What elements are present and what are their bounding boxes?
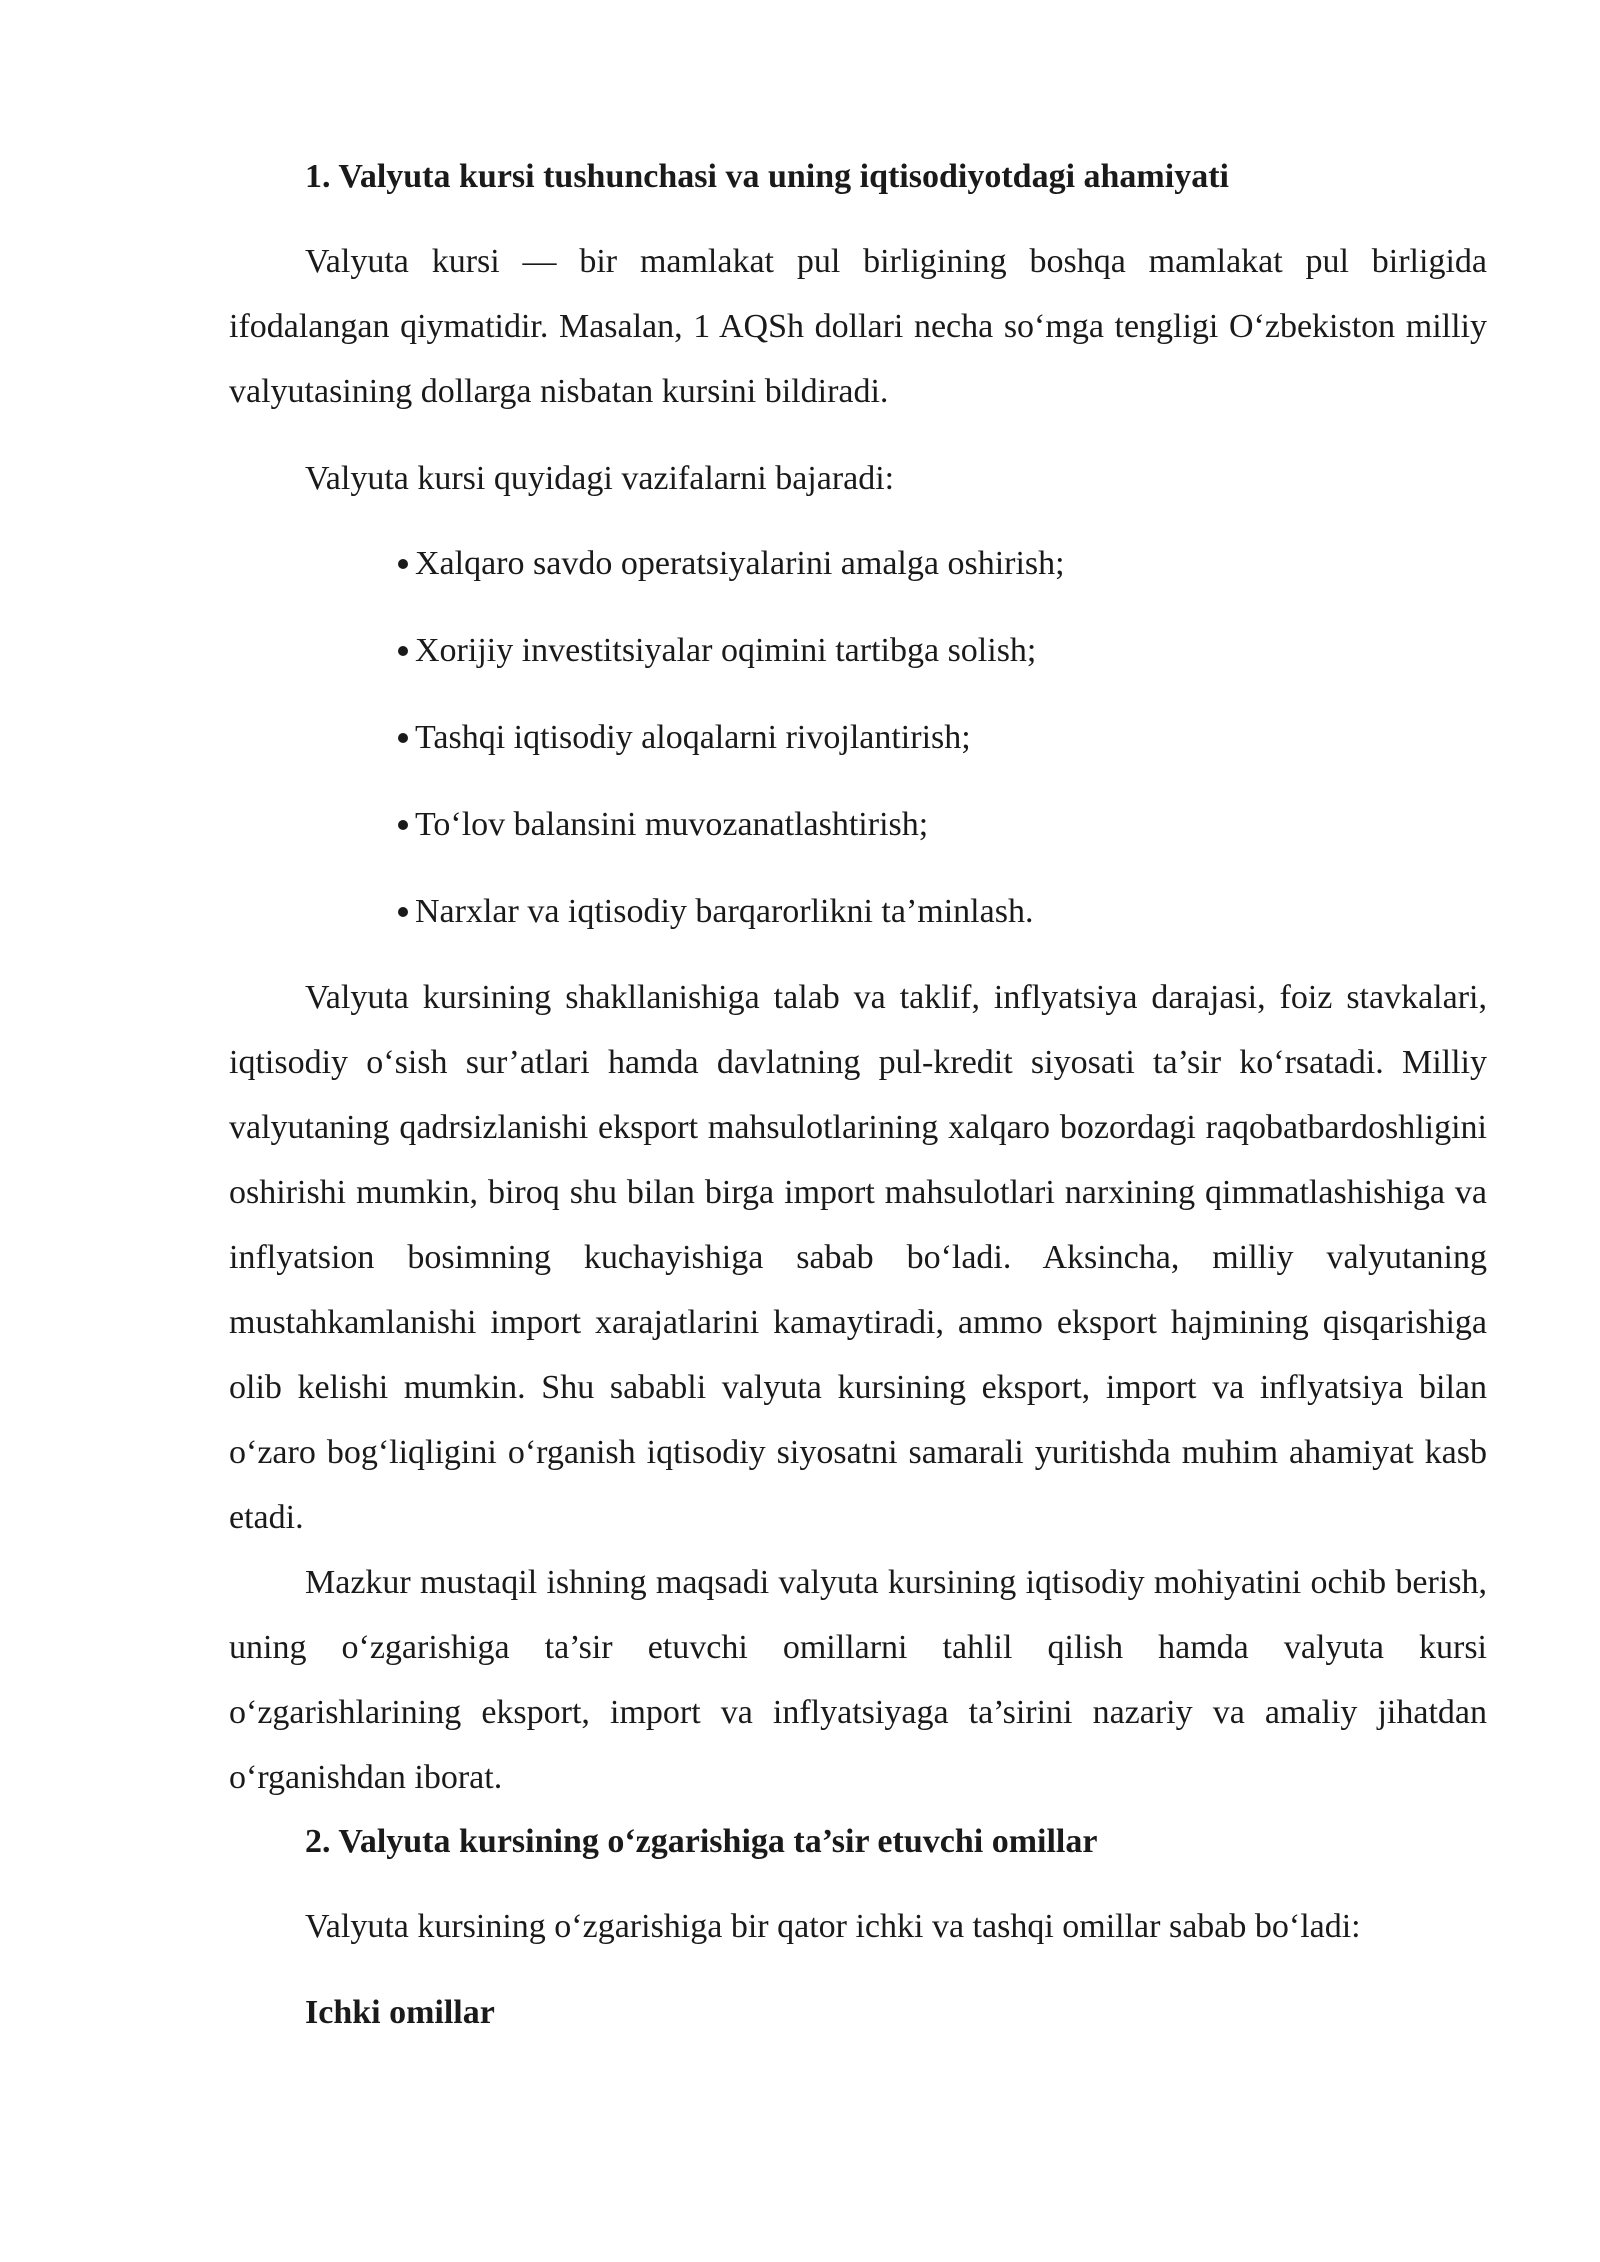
internal-factors-subheading: Ichki omillar (305, 1994, 495, 2031)
functions-list (398, 539, 1065, 974)
list-item-text: Xorijiy investitsiyalar oqimini tartibga solish; (415, 632, 1037, 669)
list-item-text: To‘lov balansini muvozanatlashtirish; (415, 806, 929, 843)
list-item (398, 626, 1065, 713)
bullet-icon (398, 646, 408, 656)
list-item-text: Xalqaro savdo operatsiyalarini amalga oshirish; (415, 545, 1065, 582)
purpose-paragraph: Mazkur mustaqil ishning maqsadi valyuta kursining iqtisodiy mohiyatini ochib berish, uning o‘zgarishiga ta’sir etuvchi omillarni tahlil qilish hamda valyuta kursi o‘zgarishlarining eksport, import va inflyatsiyaga ta’sirini nazariy va amaliy jihatdan o‘rganishdan iborat. (229, 1564, 1487, 1796)
list-item (398, 800, 1065, 887)
bullet-icon (398, 907, 408, 917)
section-2-heading: 2. Valyuta kursining o‘zgarishiga ta’sir etuvchi omillar (305, 1823, 1098, 1860)
list-item (398, 887, 1065, 974)
list-item-text: Narxlar va iqtisodiy barqarorlikni ta’minlash. (415, 893, 1034, 930)
bullet-icon (398, 559, 408, 569)
functions-intro: Valyuta kursi quyidagi vazifalarni bajaradi: (305, 460, 895, 497)
bullet-icon (398, 820, 408, 830)
section-1-heading: 1. Valyuta kursi tushunchasi va uning iqtisodiyotdagi ahamiyati (305, 158, 1229, 195)
factors-paragraph: Valyuta kursining shakllanishiga talab va taklif, inflyatsiya darajasi, foiz stavkalari, iqtisodiy o‘sish sur’atlari hamda davlatning pul-kredit siyosati ta’sir ko‘rsatadi. Milliy valyutaning qadrsizlanishi eksport mahsulotlarining xalqaro bozordagi raqobatbardoshligini oshirishi mumkin, biroq shu bilan birga import mahsulotlari narxining qimmatlashishiga va inflyatsion bosimning kuchayishiga sabab bo‘ladi. Aksincha, milliy valyutaning mustahkamlanishi import xarajatlarini kamaytiradi, ammo eksport hajmining qisqarishiga olib kelishi mumkin. Shu sababli valyuta kursining eksport, import va inflyatsiya bilan o‘zaro bog‘liqligini o‘rganish iqtisodiy siyosatni samarali yuritishda muhim ahamiyat kasb etadi. (229, 979, 1487, 1536)
list-item-text: Tashqi iqtisodiy aloqalarni rivojlantirish; (415, 719, 971, 756)
list-item (398, 539, 1065, 626)
list-item (398, 713, 1065, 800)
bullet-icon (398, 733, 408, 743)
definition-paragraph: Valyuta kursi — bir mamlakat pul birligining boshqa mamlakat pul birligida ifodalangan qiymatidir. Masalan, 1 AQSh dollari necha so‘mga tengligi O‘zbekiston milliy valyutasining dollarga nisbatan kursini bildiradi. (229, 243, 1487, 410)
section-2-intro: Valyuta kursining o‘zgarishiga bir qator ichki va tashqi omillar sabab bo‘ladi: (305, 1908, 1361, 1945)
